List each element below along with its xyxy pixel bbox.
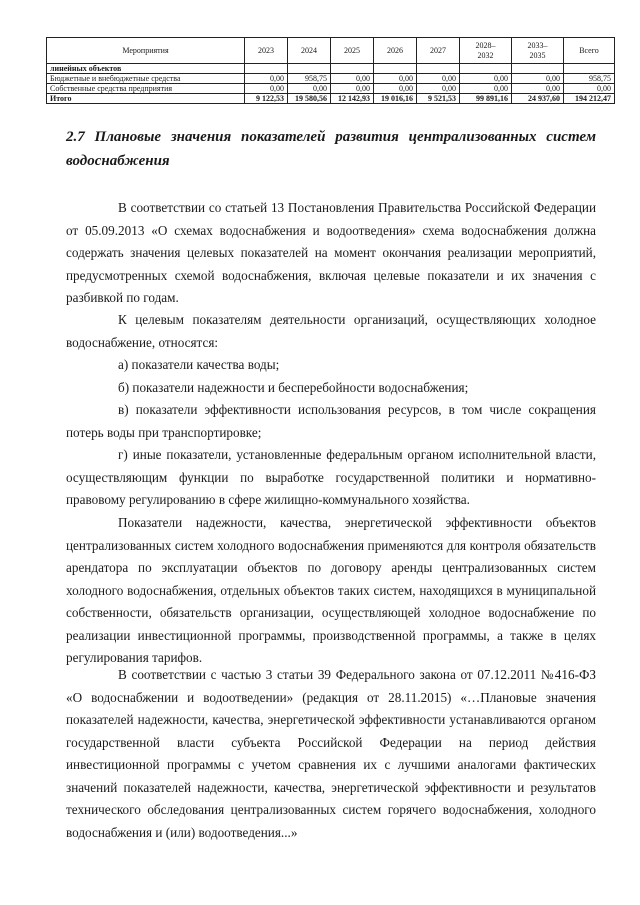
header-cell: 2027	[417, 38, 460, 64]
header-cell: 2033– 2035	[512, 38, 564, 64]
cell: 0,00	[460, 74, 512, 84]
cell	[245, 64, 288, 74]
cell: 194 212,47	[564, 94, 615, 104]
cell: 19 580,56	[288, 94, 331, 104]
list-item: б) показатели надежности и бесперебойности водоснабжения;	[118, 380, 469, 395]
section-heading: 2.7 Плановые значения показателей развития централизованных систем водоснабжения	[66, 129, 596, 169]
list-item: в) показатели эффективности использования ресурсов, в том числе сокращения потерь воды при транспортировке;	[66, 402, 596, 440]
header-cell: Всего	[564, 38, 615, 64]
list-item: г) иные показатели, установленные федеральным органом исполнительной власти, осуществляющим функции по выработке государственной политики и нормативно-правовому регулированию в сфере жилищно-коммунального хозяйства.	[66, 447, 596, 507]
cell	[460, 64, 512, 74]
cell: 0,00	[288, 84, 331, 94]
cell: 99 891,16	[460, 94, 512, 104]
cell: 9 122,53	[245, 94, 288, 104]
cell: 0,00	[564, 84, 615, 94]
cell: 12 142,93	[331, 94, 374, 104]
investment-table	[46, 37, 615, 104]
table-row	[47, 84, 615, 94]
cell: 0,00	[460, 84, 512, 94]
row-label: Бюджетные и внебюджетные средства	[47, 74, 245, 84]
cell	[374, 64, 417, 74]
cell: 0,00	[512, 74, 564, 84]
cell: 0,00	[374, 74, 417, 84]
cell: 0,00	[245, 84, 288, 94]
paragraph: В соответствии с частью 3 статьи 39 Федерального закона от 07.12.2011 №416-ФЗ «О водоснабжении и водоотведении» (редакция от 28.11.2015) «…Плановые значения показателей надежности, качества, энергетической эффективности устанавливаются органом государственной власти субъекта Российской Федерации на период действия инвестиционной программы с учетом сравнения их с лучшими аналогами фактических значений показателей надежности, качества, энергетической эффективности и результатов технического обследования централизованных систем горячего водоснабжения, холодного водоснабжения и (или) водоотведения...»	[66, 667, 596, 840]
cell: 0,00	[245, 74, 288, 84]
row-label: линейных объектов	[47, 64, 245, 74]
cell	[288, 64, 331, 74]
header-cell: Мероприятия	[47, 38, 245, 64]
cell: 9 521,53	[417, 94, 460, 104]
table-row	[47, 64, 615, 74]
paragraph: В соответствии со статьей 13 Постановления Правительства Российской Федерации от 05.09.2013 «О схемах водоснабжения и водоотведения» схема водоснабжения должна содержать значения целевых показателей на момент окончания реализации мероприятий, предусмотренных схемой водоснабжения, включая целевые показатели и их значения с разбивкой по годам.	[66, 200, 596, 305]
table-header-row	[47, 38, 615, 64]
cell: 0,00	[417, 74, 460, 84]
cell: 19 016,16	[374, 94, 417, 104]
row-label: Итого	[47, 94, 245, 104]
cell	[512, 64, 564, 74]
table-total-row	[47, 94, 615, 104]
cell: 0,00	[417, 84, 460, 94]
header-cell: 2026	[374, 38, 417, 64]
cell: 0,00	[331, 84, 374, 94]
paragraph: Показатели надежности, качества, энергетической эффективности объектов централизованных систем холодного водоснабжения применяются для контроля обязательств арендатора по эксплуатации объектов по договору аренды централизованных систем холодного водоснабжения, отдельных объектов таких систем, находящихся в муниципальной собственности, обязательств организации, осуществляющей холодное водоснабжение по реализации инвестиционной программы, производственной программы, а также в целях регулирования тарифов.	[66, 515, 596, 665]
cell: 958,75	[288, 74, 331, 84]
cell: 958,75	[564, 74, 615, 84]
header-cell: 2025	[331, 38, 374, 64]
cell: 0,00	[331, 74, 374, 84]
cell	[417, 64, 460, 74]
list-item: а) показатели качества воды;	[118, 357, 280, 372]
cell	[564, 64, 615, 74]
cell: 24 937,60	[512, 94, 564, 104]
table-row	[47, 74, 615, 84]
cell: 0,00	[512, 84, 564, 94]
header-cell: 2024	[288, 38, 331, 64]
row-label: Собственные средства предприятия	[47, 84, 245, 94]
cell: 0,00	[374, 84, 417, 94]
header-cell: 2028– 2032	[460, 38, 512, 64]
paragraph: К целевым показателям деятельности организаций, осуществляющих холодное водоснабжение, относятся:	[66, 312, 596, 350]
header-cell: 2023	[245, 38, 288, 64]
cell	[331, 64, 374, 74]
